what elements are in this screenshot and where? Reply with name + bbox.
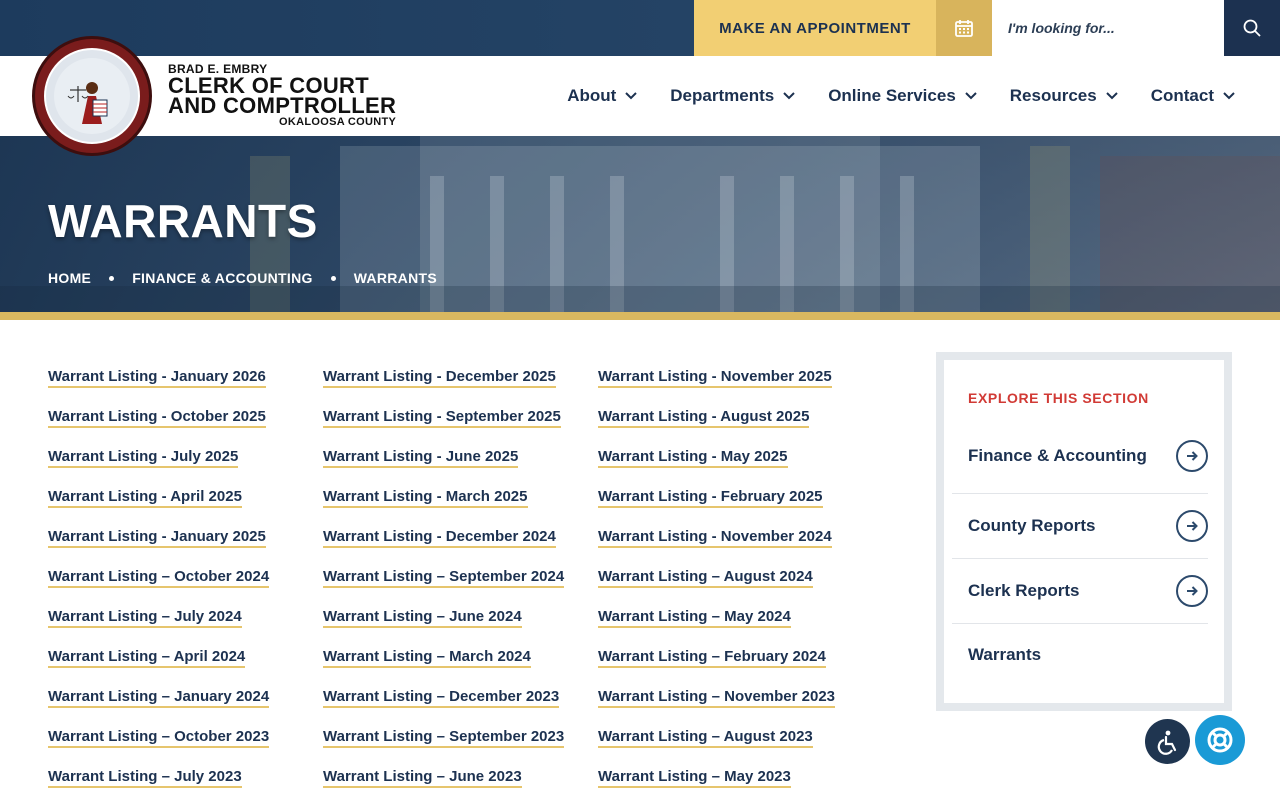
sidebar-item-label: County Reports [968,516,1096,535]
nav-item-resources[interactable] [1010,86,1119,106]
warrant-link[interactable]: Warrant Listing – March 2024 [323,648,531,668]
chevron-down-icon [1222,91,1236,101]
make-appointment-button[interactable]: MAKE AN APPOINTMENT [694,0,936,56]
help-lifebuoy-button[interactable] [1195,715,1245,765]
gold-divider [0,312,1280,320]
sidebar-heading: EXPLORE THIS SECTION [968,390,1149,406]
nav-item-label: Resources [1009,86,1097,105]
nav-item-contact[interactable] [1151,86,1236,106]
breadcrumb [48,270,437,286]
sidebar-item-warrants[interactable] [952,624,1208,686]
breadcrumb-current: WARRANTS [353,270,437,286]
warrant-link[interactable]: Warrant Listing – February 2024 [598,648,826,668]
warrant-listing-grid [48,368,898,800]
warrant-link[interactable]: Warrant Listing – January 2024 [48,688,269,708]
listing-row [48,608,898,648]
search-button[interactable] [1224,0,1280,56]
listing-row [48,688,898,728]
nav-item-label: Departments [670,86,775,105]
chevron-down-icon [1105,91,1119,101]
listing-row [48,488,898,528]
brand-sub-line: OKALOOSA COUNTY [279,116,397,128]
warrant-link[interactable]: Warrant Listing – June 2023 [323,768,522,788]
warrant-link[interactable]: Warrant Listing - March 2025 [323,488,528,508]
nav-item-label: Online Services [828,86,956,105]
county-seal-logo[interactable] [32,36,152,156]
warrant-link[interactable]: Warrant Listing – September 2024 [323,568,564,588]
breadcrumb-separator [331,276,336,281]
breadcrumb-separator [109,276,114,281]
warrant-link[interactable]: Warrant Listing - January 2026 [48,368,266,388]
warrant-link[interactable]: Warrant Listing – July 2023 [48,768,242,788]
arrow-right-circle-icon [1176,575,1208,607]
warrant-link[interactable]: Warrant Listing - April 2025 [48,488,242,508]
nav-item-about[interactable] [567,86,638,106]
warrant-link[interactable]: Warrant Listing – August 2023 [598,728,813,748]
page-hero [0,136,1280,312]
warrant-link[interactable]: Warrant Listing - December 2025 [323,368,556,388]
warrant-link[interactable]: Warrant Listing - February 2025 [598,488,823,508]
search-icon [1242,18,1262,38]
warrant-link[interactable]: Warrant Listing - October 2025 [48,408,266,428]
brand-wordmark[interactable] [168,62,396,128]
breadcrumb-finance-accounting[interactable]: FINANCE & ACCOUNTING [132,270,313,286]
warrant-link[interactable]: Warrant Listing – August 2024 [598,568,813,588]
listing-row [48,408,898,448]
warrant-link[interactable]: Warrant Listing – April 2024 [48,648,245,668]
chevron-down-icon [964,91,978,101]
listing-row [48,528,898,568]
arrow-right-circle-icon [1176,440,1208,472]
nav-item-label: About [567,86,617,105]
nav-item-departments[interactable] [670,86,796,106]
warrant-link[interactable]: Warrant Listing – May 2023 [598,768,791,788]
warrant-link[interactable]: Warrant Listing – October 2024 [48,568,269,588]
sidebar-item-label: Clerk Reports [968,581,1080,600]
warrant-link[interactable]: Warrant Listing – September 2023 [323,728,564,748]
warrant-link[interactable]: Warrant Listing – July 2024 [48,608,242,628]
chevron-down-icon [782,91,796,101]
listing-row [48,568,898,608]
warrant-link[interactable]: Warrant Listing - August 2025 [598,408,809,428]
warrant-link[interactable]: Warrant Listing – June 2024 [323,608,522,628]
warrant-link[interactable]: Warrant Listing - November 2025 [598,368,832,388]
listing-row [48,368,898,408]
warrant-link[interactable]: Warrant Listing – November 2023 [598,688,835,708]
sidebar-item-label: Finance & Accounting [968,445,1147,465]
calendar-icon[interactable] [936,0,992,56]
sidebar-item-county-reports[interactable] [952,494,1208,559]
warrant-link[interactable]: Warrant Listing – October 2023 [48,728,269,748]
warrant-link[interactable]: Warrant Listing – May 2024 [598,608,791,628]
seal-emblem-icon [52,56,132,136]
warrant-link[interactable]: Warrant Listing - December 2024 [323,528,556,548]
warrant-link[interactable]: Warrant Listing - September 2025 [323,408,561,428]
breadcrumb-home[interactable]: HOME [48,270,92,286]
accessibility-icon [1155,729,1181,755]
warrant-link[interactable]: Warrant Listing – December 2023 [323,688,559,708]
explore-section-sidebar [936,352,1232,711]
listing-row [48,728,898,768]
warrant-link[interactable]: Warrant Listing - July 2025 [48,448,238,468]
warrant-link[interactable]: Warrant Listing - January 2025 [48,528,266,548]
sidebar-item-clerk-reports[interactable] [952,559,1208,624]
accessibility-button[interactable] [1145,719,1190,764]
listing-row [48,768,898,800]
warrant-link[interactable]: Warrant Listing - May 2025 [598,448,788,468]
arrow-right-circle-icon [1176,510,1208,542]
brand-line-1: CLERK OF COURT [168,73,369,98]
chevron-down-icon [624,91,638,101]
listing-row [48,448,898,488]
sidebar-item-finance-accounting[interactable] [952,418,1208,494]
sidebar-item-label: Warrants [968,645,1042,664]
page-title: WARRANTS [48,195,318,247]
warrant-link[interactable]: Warrant Listing - November 2024 [598,528,832,548]
main-nav [535,56,1236,136]
search-input[interactable] [992,0,1224,56]
nav-item-online-services[interactable] [828,86,978,106]
warrant-link[interactable]: Warrant Listing - June 2025 [323,448,518,468]
lifebuoy-icon [1206,726,1234,754]
listing-row [48,648,898,688]
brand-line-2: AND COMPTROLLER [168,93,397,118]
brand-top-line: BRAD E. EMBRY [168,62,268,76]
nav-item-label: Contact [1150,86,1214,105]
